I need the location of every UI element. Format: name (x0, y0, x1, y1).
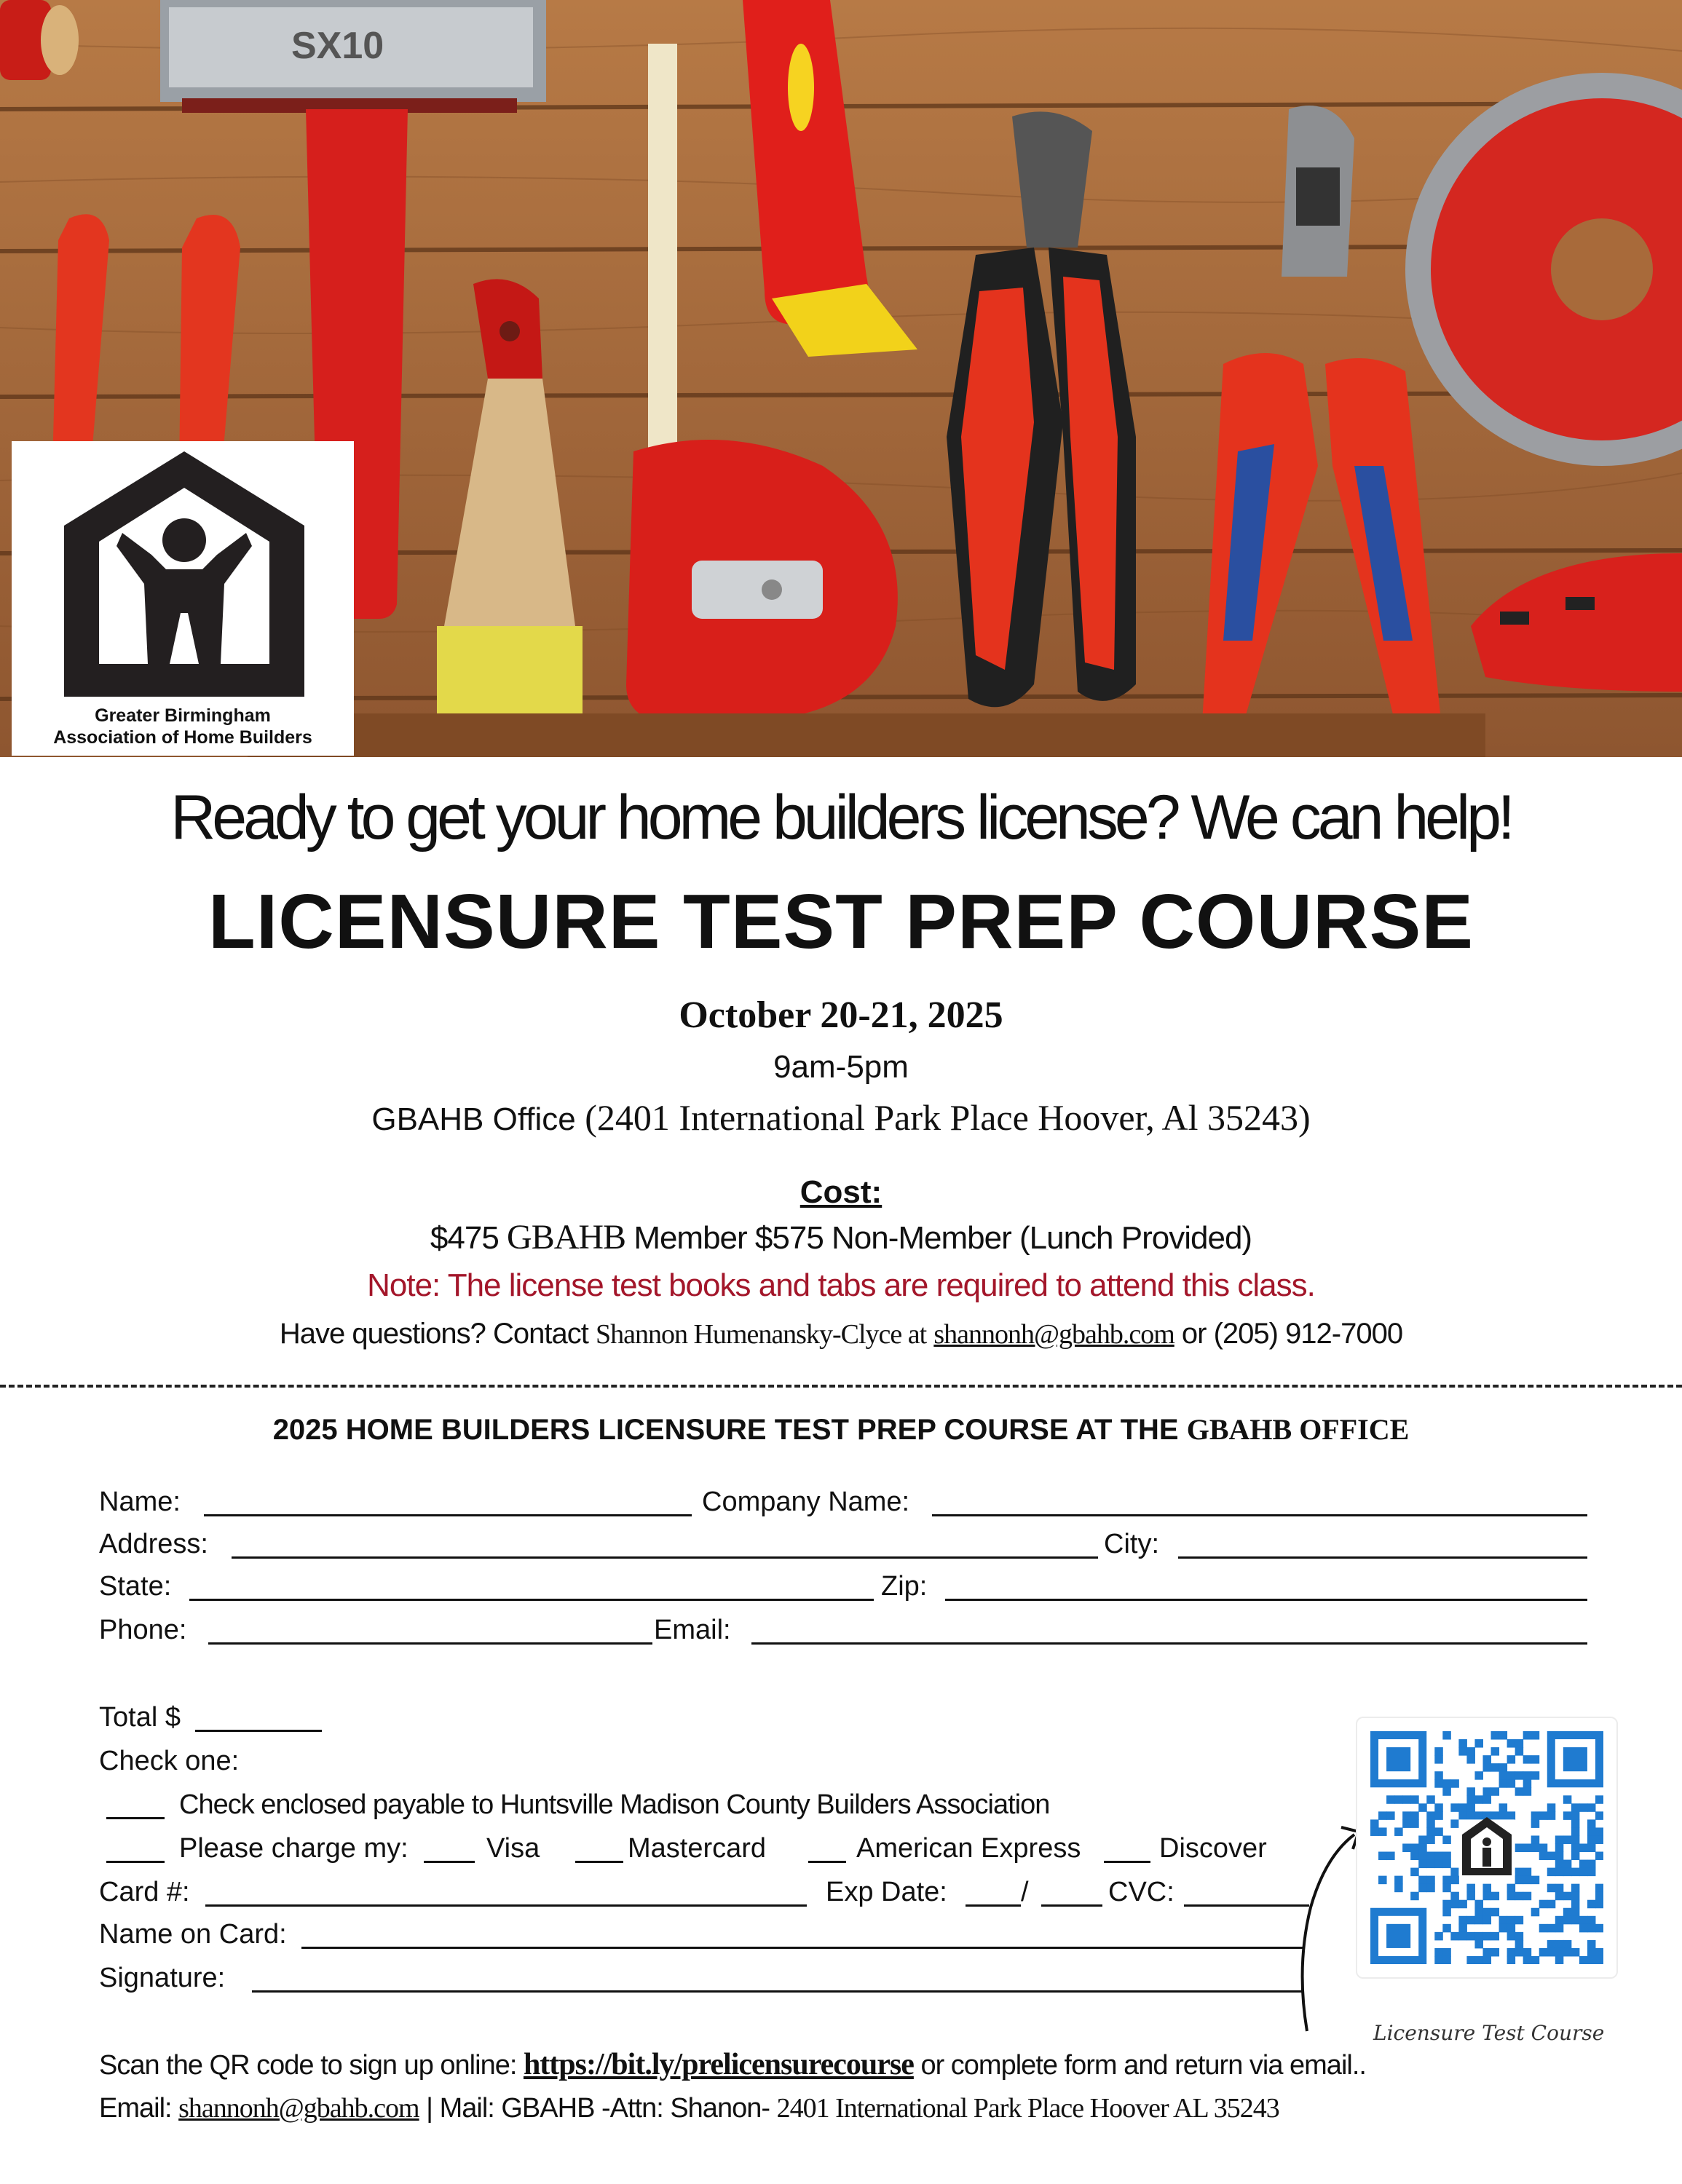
phone-label: Phone: (99, 1615, 187, 1645)
card-number-input-line[interactable] (205, 1904, 807, 1907)
signature-input-line[interactable] (252, 1990, 1303, 1993)
amex-label: American Express (856, 1833, 1081, 1864)
location-address: (2401 International Park Place Hoover, Al 35243) (585, 1097, 1311, 1138)
name-on-card-label: Name on Card: (99, 1919, 287, 1950)
company-label: Company Name: (702, 1487, 910, 1517)
state-label: State: (99, 1571, 172, 1602)
amex-blank[interactable] (808, 1861, 846, 1863)
form-title-org: GBAHB OFFICE (1186, 1413, 1410, 1446)
zip-label: Zip: (881, 1571, 928, 1602)
visa-label: Visa (486, 1833, 540, 1864)
charge-card-blank[interactable] (106, 1861, 165, 1863)
form-title (0, 1408, 1682, 1452)
event-time: 9am-5pm (773, 1049, 909, 1085)
contact-name: Shannon Humenansky-Clyce at (595, 1319, 927, 1350)
requirement-note: Note: The license test books and tabs are required to attend this class. (367, 1267, 1315, 1303)
name-label: Name: (99, 1487, 181, 1517)
zip-input-line[interactable] (945, 1599, 1587, 1601)
total-input-line[interactable] (195, 1730, 322, 1732)
location-name: GBAHB Office (371, 1101, 576, 1137)
member-org: GBAHB (507, 1218, 626, 1257)
mail-address: 2401 International Park Place Hoover AL 35243 (776, 2093, 1279, 2124)
cvc-label: CVC: (1108, 1877, 1174, 1907)
exp-year-blank[interactable] (1041, 1904, 1102, 1907)
exp-month-blank[interactable] (966, 1904, 1021, 1907)
brush-stamp-text: SX10 (291, 25, 384, 67)
contact-phone: or (205) 912-7000 (1181, 1318, 1403, 1350)
cost-line (0, 1216, 1682, 1260)
mail-label: | Mail: GBAHB -Attn: Shanon- (426, 2093, 770, 2124)
exp-separator: / (1021, 1877, 1029, 1907)
scan-instructions (99, 2044, 1366, 2086)
signup-url-link[interactable]: https://bit.ly/prelicensurecourse (523, 2048, 914, 2081)
address-input-line[interactable] (232, 1556, 1098, 1559)
total-label: Total $ (99, 1702, 181, 1733)
contact-line (0, 1312, 1682, 1356)
check-one-label: Check one: (99, 1746, 240, 1776)
email-label: Email: (654, 1615, 731, 1645)
qr-code-icon (1370, 1731, 1603, 1964)
footer-email-link[interactable]: shannonh@gbahb.com (178, 2093, 419, 2124)
hero-banner (0, 0, 1682, 757)
exp-date-label: Exp Date: (826, 1877, 947, 1907)
discover-blank[interactable] (1104, 1861, 1150, 1863)
event-location (0, 1092, 1682, 1145)
course-title: LICENSURE TEST PREP COURSE (208, 879, 1474, 965)
member-text: Member (633, 1220, 747, 1256)
logo (12, 441, 354, 756)
address-label: Address: (99, 1529, 208, 1559)
signature-label: Signature: (99, 1963, 226, 1993)
state-input-line[interactable] (189, 1599, 874, 1601)
mastercard-label: Mastercard (628, 1833, 767, 1864)
qr-caption: Licensure Test Course (1373, 2021, 1605, 2045)
email-input-line[interactable] (751, 1642, 1587, 1645)
charge-card-option: Please charge my: (179, 1833, 408, 1864)
tagline: Ready to get your home builders license? We can help! (170, 783, 1512, 852)
name-input-line[interactable] (204, 1514, 692, 1516)
scan-suffix: or complete form and return via email.. (920, 2050, 1366, 2081)
nonmember-price: $575 Non-Member (Lunch Provided) (754, 1220, 1252, 1256)
card-number-label: Card #: (99, 1877, 190, 1907)
city-label: City: (1104, 1529, 1159, 1559)
phone-input-line[interactable] (208, 1642, 652, 1645)
cut-line-divider (0, 1385, 1682, 1388)
discover-label: Discover (1159, 1833, 1267, 1864)
logo-line-2: Association of Home Builders (53, 727, 312, 748)
member-price: $475 (430, 1220, 499, 1256)
contact-prefix: Have questions? Contact (279, 1318, 588, 1350)
event-date: October 20-21, 2025 (679, 994, 1003, 1036)
company-input-line[interactable] (932, 1514, 1587, 1516)
signup-qr-code[interactable] (1356, 1717, 1618, 1979)
logo-line-1: Greater Birmingham (95, 705, 271, 726)
check-enclosed-blank[interactable] (106, 1817, 165, 1819)
email-label-footer: Email: (99, 2093, 172, 2124)
check-enclosed-option: Check enclosed payable to Huntsville Madison County Builders Association (179, 1789, 1050, 1820)
cost-label: Cost: (799, 1174, 883, 1210)
mail-instructions (99, 2088, 1279, 2129)
city-input-line[interactable] (1178, 1556, 1587, 1559)
visa-blank[interactable] (424, 1861, 475, 1863)
form-title-text: 2025 HOME BUILDERS LICENSURE TEST PREP COURSE AT THE (272, 1414, 1179, 1446)
contact-email-link[interactable]: shannonh@gbahb.com (933, 1319, 1174, 1350)
name-on-card-input-line[interactable] (301, 1947, 1303, 1949)
house-person-logo-icon (57, 446, 312, 700)
scan-prefix: Scan the QR code to sign up online: (99, 2050, 517, 2081)
cvc-input-line[interactable] (1184, 1904, 1309, 1907)
mastercard-blank[interactable] (575, 1861, 623, 1863)
